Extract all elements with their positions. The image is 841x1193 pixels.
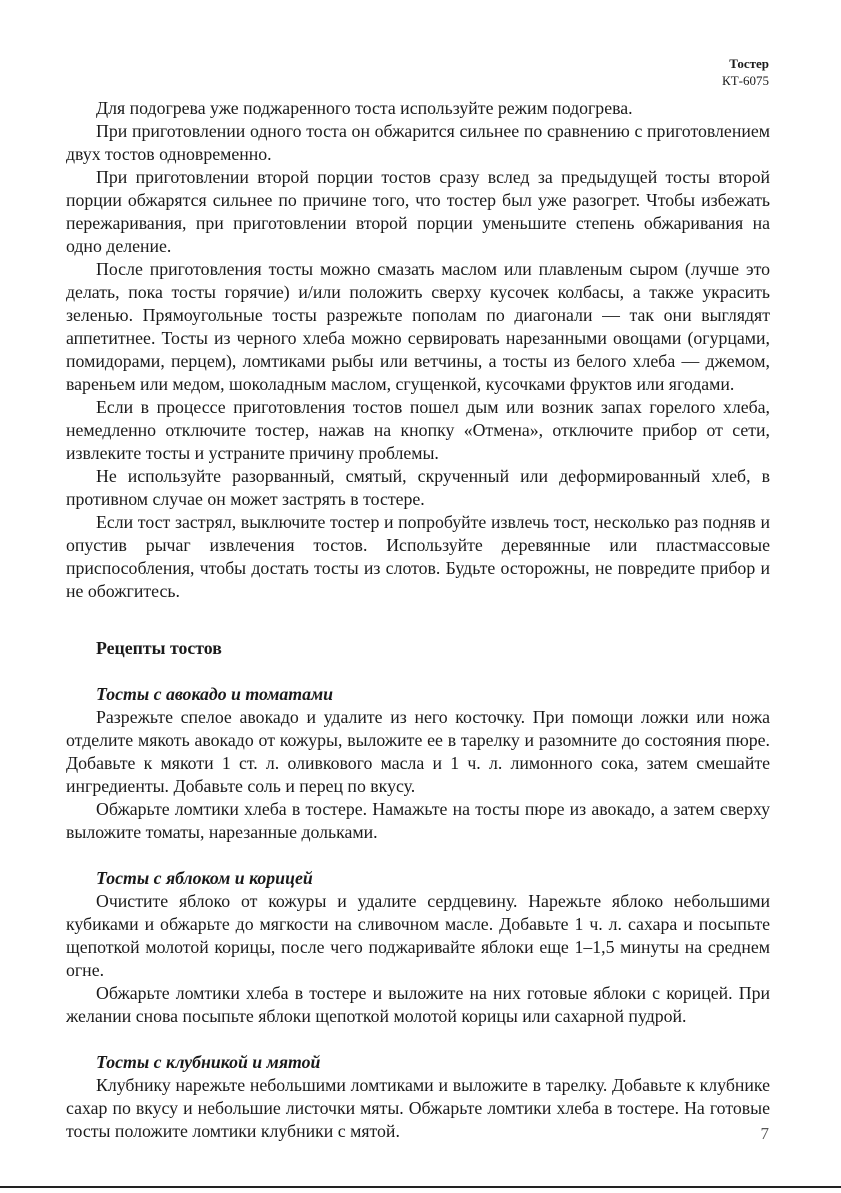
paragraph: Обжарьте ломтики хлеба в тостере. Намажьте на тосты пюре из авокадо, а затем сверху выложите томаты, нарезанные дольками. <box>66 799 770 842</box>
paragraph: Обжарьте ломтики хлеба в тостере и выложите на них готовые яблоки с корицей. При желании снова посыпьте яблоки щепоткой молотой корицы или сахарной пудрой. <box>66 983 770 1026</box>
paragraph: Если тост застрял, выключите тостер и попробуйте извлечь тост, несколько раз подняв и опустив рычаг извлечения тостов. Используйте деревянные или пластмассовые приспособления, чтобы достать тосты из слотов. Будьте осторожны, не повредите прибор и не обожгитесь. <box>66 512 770 601</box>
recipe-strawberry <box>66 1051 770 1143</box>
recipes-heading: Рецепты тостов <box>96 638 222 658</box>
page-header <box>722 55 769 89</box>
page-content <box>66 97 770 1143</box>
recipe-title: Тосты с авокадо и томатами <box>96 684 334 704</box>
paragraph: Очистите яблоко от кожуры и удалите сердцевину. Нарежьте яблоко небольшими кубиками и обжарьте до мягкости на сливочном масле. Добавьте 1 ч. л. сахара и посыпьте щепоткой молотой корицы, после чего поджаривайте яблоки еще 1–1,5 минуты на среднем огне. <box>66 891 770 980</box>
recipe-title: Тосты с клубникой и мятой <box>96 1052 321 1072</box>
recipe-avocado <box>66 683 770 844</box>
page-number: 7 <box>760 1124 769 1143</box>
paragraph: После приготовления тосты можно смазать маслом или плавленым сыром (лучше это делать, пока тосты горячие) и/или положить сверху кусочек колбасы, а также украсить зеленью. Прямоугольные тосты разрежьте пополам по диагонали — так они выглядят аппетитнее. Тосты из черного хлеба можно сервировать нарезанными овощами (огурцами, помидорами, перцем), ломтиками рыбы или ветчины, а тосты из белого хлеба — джемом, вареньем или медом, шоколадным маслом, сгущенкой, кусочками фруктов или ягодами. <box>66 259 770 394</box>
header-model: КТ-6075 <box>722 73 769 88</box>
header-title: Тостер <box>729 56 769 71</box>
paragraph: Клубнику нарежьте небольшими ломтиками и выложите в тарелку. Добавьте к клубнике сахар по вкусу и небольшие листочки мяты. Обжарьте ломтики хлеба в тостере. На готовые тосты положите ломтики клубники с мятой. <box>66 1075 770 1141</box>
paragraph: При приготовлении второй порции тостов сразу вслед за предыдущей тосты второй порции обжарятся сильнее по причине того, что тостер был уже разогрет. Чтобы избежать пережаривания, при приготовлении второй порции уменьшите степень обжаривания на одно деление. <box>66 167 770 256</box>
paragraph: При приготовлении одного тоста он обжарится сильнее по сравнению с приготовлением двух тостов одновременно. <box>66 121 770 164</box>
paragraph: Если в процессе приготовления тостов пошел дым или возник запах горелого хлеба, немедленно отключите тостер, нажав на кнопку «Отмена», отключите прибор от сети, извлеките тосты и устраните причину проблемы. <box>66 397 770 463</box>
paragraph: Разрежьте спелое авокадо и удалите из него косточку. При помощи ложки или ножа отделите мякоть авокадо от кожуры, выложите ее в тарелку и разомните до состояния пюре. Добавьте к мякоти 1 ст. л. оливкового масла и 1 ч. л. лимонного сока, затем смешайте ингредиенты. Добавьте соль и перец по вкусу. <box>66 707 770 796</box>
paragraph: Для подогрева уже поджаренного тоста используйте режим подогрева. <box>96 98 633 118</box>
page-bottom-rule <box>0 1186 841 1188</box>
paragraph: Не используйте разорванный, смятый, скрученный или деформированный хлеб, в противном случае он может застрять в тостере. <box>66 466 770 509</box>
recipe-apple <box>66 867 770 1028</box>
recipe-title: Тосты с яблоком и корицей <box>96 868 313 888</box>
